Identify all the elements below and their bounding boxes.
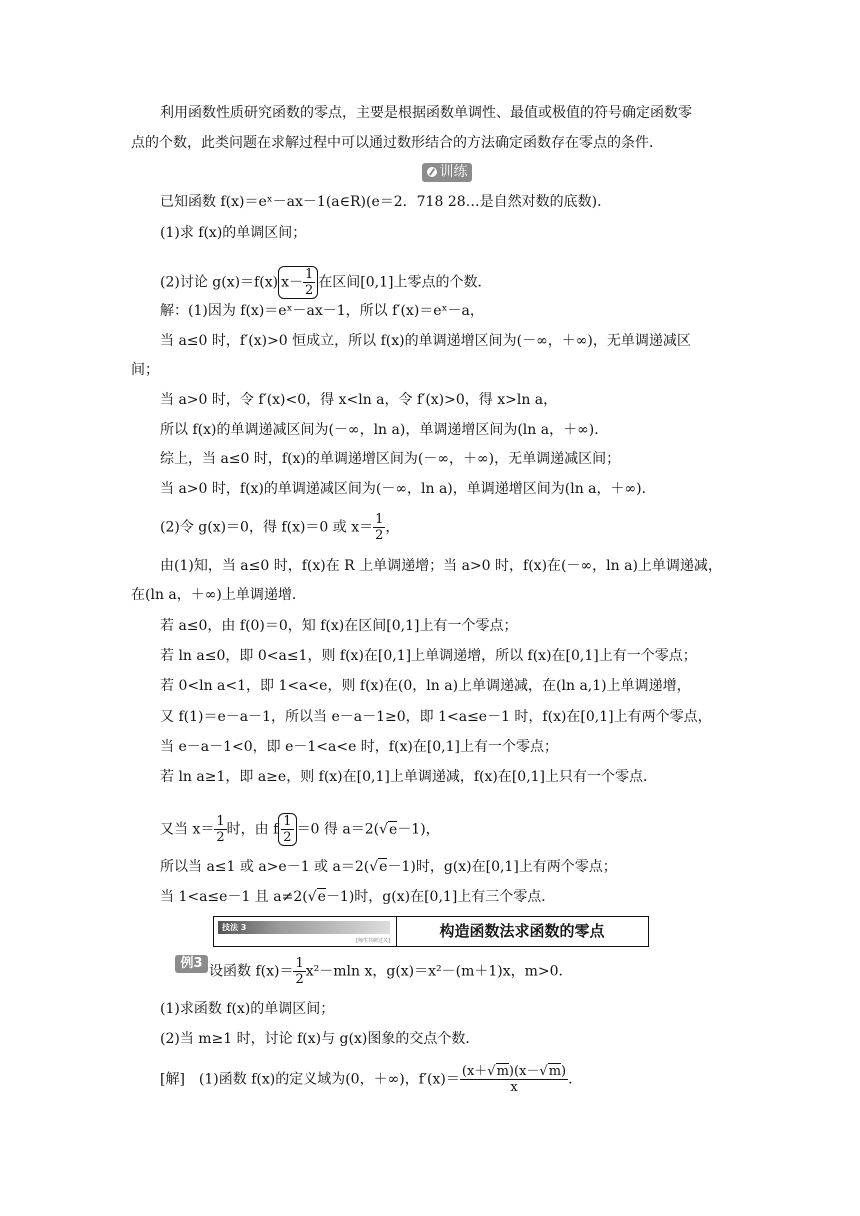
solution-line-10: 在(ln a，＋∞)上单调递增． [131, 587, 306, 603]
solution-line-1: 解：(1)因为 f(x)＝eˣ－ax－1，所以 f′(x)＝eˣ－a， [160, 303, 484, 319]
example-sol-pre: [解] (1)函数 f(x)的定义域为(0，＋∞)，f′(x)＝ [160, 1071, 460, 1088]
derivative-denominator: x [510, 1080, 518, 1095]
l8-post: ， [385, 519, 400, 536]
l18-post: －1)时，g(x)在[0,1]上有两个零点； [387, 859, 617, 875]
l17-bracket-num: 1 [283, 814, 292, 829]
solution-line-16: 若 ln a≥1，即 a≥e，则 f(x)在[0,1]上单调递减，f(x)在[0,1]上只有一个零点． [160, 769, 658, 785]
num-sqrt-2: m [548, 1064, 562, 1079]
method-subtag: [师生共研过关] [356, 938, 390, 944]
example-solution [160, 1064, 582, 1095]
solution-line-7: 当 a>0 时，f(x)的单调递减区间为(－∞，ln a)，单调递增区间为(ln a，＋∞)． [160, 481, 656, 497]
example-stem-pre: 设函数 f(x)＝ [209, 963, 294, 980]
q2-fraction [303, 267, 315, 298]
l17-frac-den: 2 [216, 830, 225, 845]
l19-pre: 当 1<a≤e－1 且 a≠2( [160, 889, 308, 905]
example-stem-fraction [293, 956, 305, 987]
l17-mid: 时，由 f [226, 821, 279, 838]
solution-line-11: 若 a≤0，由 f(0)＝0，知 f(x)在区间[0,1]上有一个零点； [160, 618, 518, 634]
q2-frac-den: 2 [304, 283, 314, 298]
l17-fraction [214, 814, 226, 845]
num-part-c: ) [561, 1064, 567, 1079]
q2-post: 在区间[0,1]上零点的个数． [318, 274, 492, 291]
practice-badge [422, 163, 472, 182]
solution-line-9: 由(1)知，当 a≤0 时，f(x)在 R 上单调递增；当 a>0 时，f(x)在(－∞，ln a)上单调递减， [160, 558, 722, 574]
practice-badge-label: 训练 [439, 164, 468, 180]
example-stem [209, 956, 573, 987]
q2-bracket [278, 266, 318, 299]
solution-line-8 [160, 512, 399, 543]
example-frac-den: 2 [295, 972, 304, 987]
l17-bracket-fraction [281, 814, 293, 845]
solution-line-14: 又 f(1)＝e－a－1，所以当 e－a－1≥0，即 1<a≤e－1 时，f(x)在[0,1]上有两个零点， [160, 709, 712, 725]
derivative-fraction [460, 1064, 568, 1095]
problem-stem: 已知函数 f(x)＝eˣ－ax－1(a∈R)(e＝2．718 28…是自然对数的底数)． [160, 194, 612, 210]
l8-fraction [373, 512, 385, 543]
q2-pre: (2)讨论 g(x)＝f(x) [160, 274, 279, 291]
l18-pre: 所以当 a≤1 或 a>e－1 或 a＝2( [160, 859, 370, 875]
q2-arg: x－ [281, 274, 303, 291]
solution-line-19: 当 1<a≤e－1 且 a≠2(√e－1)时，g(x)在[0,1]上有三个零点． [160, 889, 556, 905]
problem-q1: (1)求 f(x)的单调区间； [160, 225, 307, 241]
solution-line-5: 所以 f(x)的单调递减区间为(－∞，ln a)，单调递增区间为(ln a，＋∞)． [160, 422, 609, 438]
solution-line-18: 所以当 a≤1 或 a>e－1 或 a＝2(√e－1)时，g(x)在[0,1]上有两个零点； [160, 859, 617, 875]
l8-frac-num: 1 [375, 512, 384, 527]
l17-pre: 又当 x＝ [160, 821, 215, 838]
intro-line-1: 利用函数性质研究函数的零点，主要是根据函数单调性、最值或极值的符号确定函数零 [160, 105, 692, 121]
example-stem-post: x²－mln x，g(x)＝x²－(m＋1)x，m>0． [305, 963, 573, 980]
solution-line-12: 若 ln a≤0，即 0<a≤1，则 f(x)在[0,1]上单调递增，所以 f(x)在[0,1]上有一个零点； [160, 648, 697, 664]
l17-sqrt: e [389, 821, 398, 838]
solution-line-2: 当 a≤0 时，f′(x)>0 恒成立，所以 f(x)的单调递增区间为(－∞，＋∞)，无单调递减区 [160, 333, 691, 349]
example-badge: 例3 [175, 955, 208, 973]
num-sqrt-1: m [496, 1064, 509, 1079]
derivative-numerator: (x＋√m)(x－√m) [461, 1064, 567, 1079]
solution-line-13: 若 0<ln a<1，即 1<a<e，则 f(x)在(0，ln a)上单调递减，在(ln a,1)上单调递增， [160, 678, 691, 694]
l8-pre: (2)令 g(x)＝0，得 f(x)＝0 或 x＝ [160, 519, 374, 536]
q2-frac-num: 1 [304, 267, 314, 282]
l17-post: ＝0 得 a＝2( [296, 821, 380, 838]
solution-line-6: 综上，当 a≤0 时，f(x)的单调递增区间为(－∞，＋∞)，无单调递减区间； [160, 451, 621, 467]
method-tag-cell [214, 917, 397, 946]
l17-frac-num: 1 [216, 814, 225, 829]
l17-end: －1)， [397, 821, 440, 838]
method-tag [218, 921, 390, 934]
solution-line-15: 当 e－a－1<0，即 e－1<a<e 时，f(x)在[0,1]上有一个零点； [160, 739, 559, 755]
l19-sqrt: e [317, 889, 326, 905]
l17-bracket-den: 2 [283, 830, 292, 845]
example-q2: (2)当 m≥1 时，讨论 f(x)与 g(x)图象的交点个数． [160, 1031, 480, 1047]
l8-frac-den: 2 [375, 528, 384, 543]
solution-line-17: 又当 x＝ $\frac{1}{2}$ 时，由 f $\frac{1}{2}$ ＝0 得 a＝2(√e－1)， [160, 814, 440, 845]
l19-post: －1)时，g(x)在[0,1]上有三个零点． [325, 889, 556, 905]
example-sol-post: ． [568, 1071, 583, 1088]
pencil-icon [427, 167, 437, 177]
num-part-a: (x＋ [461, 1064, 488, 1079]
method-box [213, 916, 649, 947]
problem-q2 [160, 266, 491, 299]
example-frac-num: 1 [295, 956, 304, 971]
solution-line-3: 间； [131, 362, 159, 378]
l17-bracket [278, 813, 296, 846]
l18-sqrt: e [379, 859, 388, 875]
example-q1: (1)求函数 f(x)的单调区间； [160, 1001, 335, 1017]
num-part-b: )(x－ [508, 1064, 540, 1079]
intro-line-2: 点的个数，此类问题在求解过程中可以通过数形结合的方法确定函数存在零点的条件． [131, 135, 663, 151]
method-title: 构造函数法求函数的零点 [439, 922, 605, 940]
solution-line-4: 当 a>0 时，令 f′(x)<0，得 x<ln a，令 f′(x)>0，得 x>ln a， [160, 392, 558, 408]
method-tag-label: 技法 3 [222, 923, 247, 932]
